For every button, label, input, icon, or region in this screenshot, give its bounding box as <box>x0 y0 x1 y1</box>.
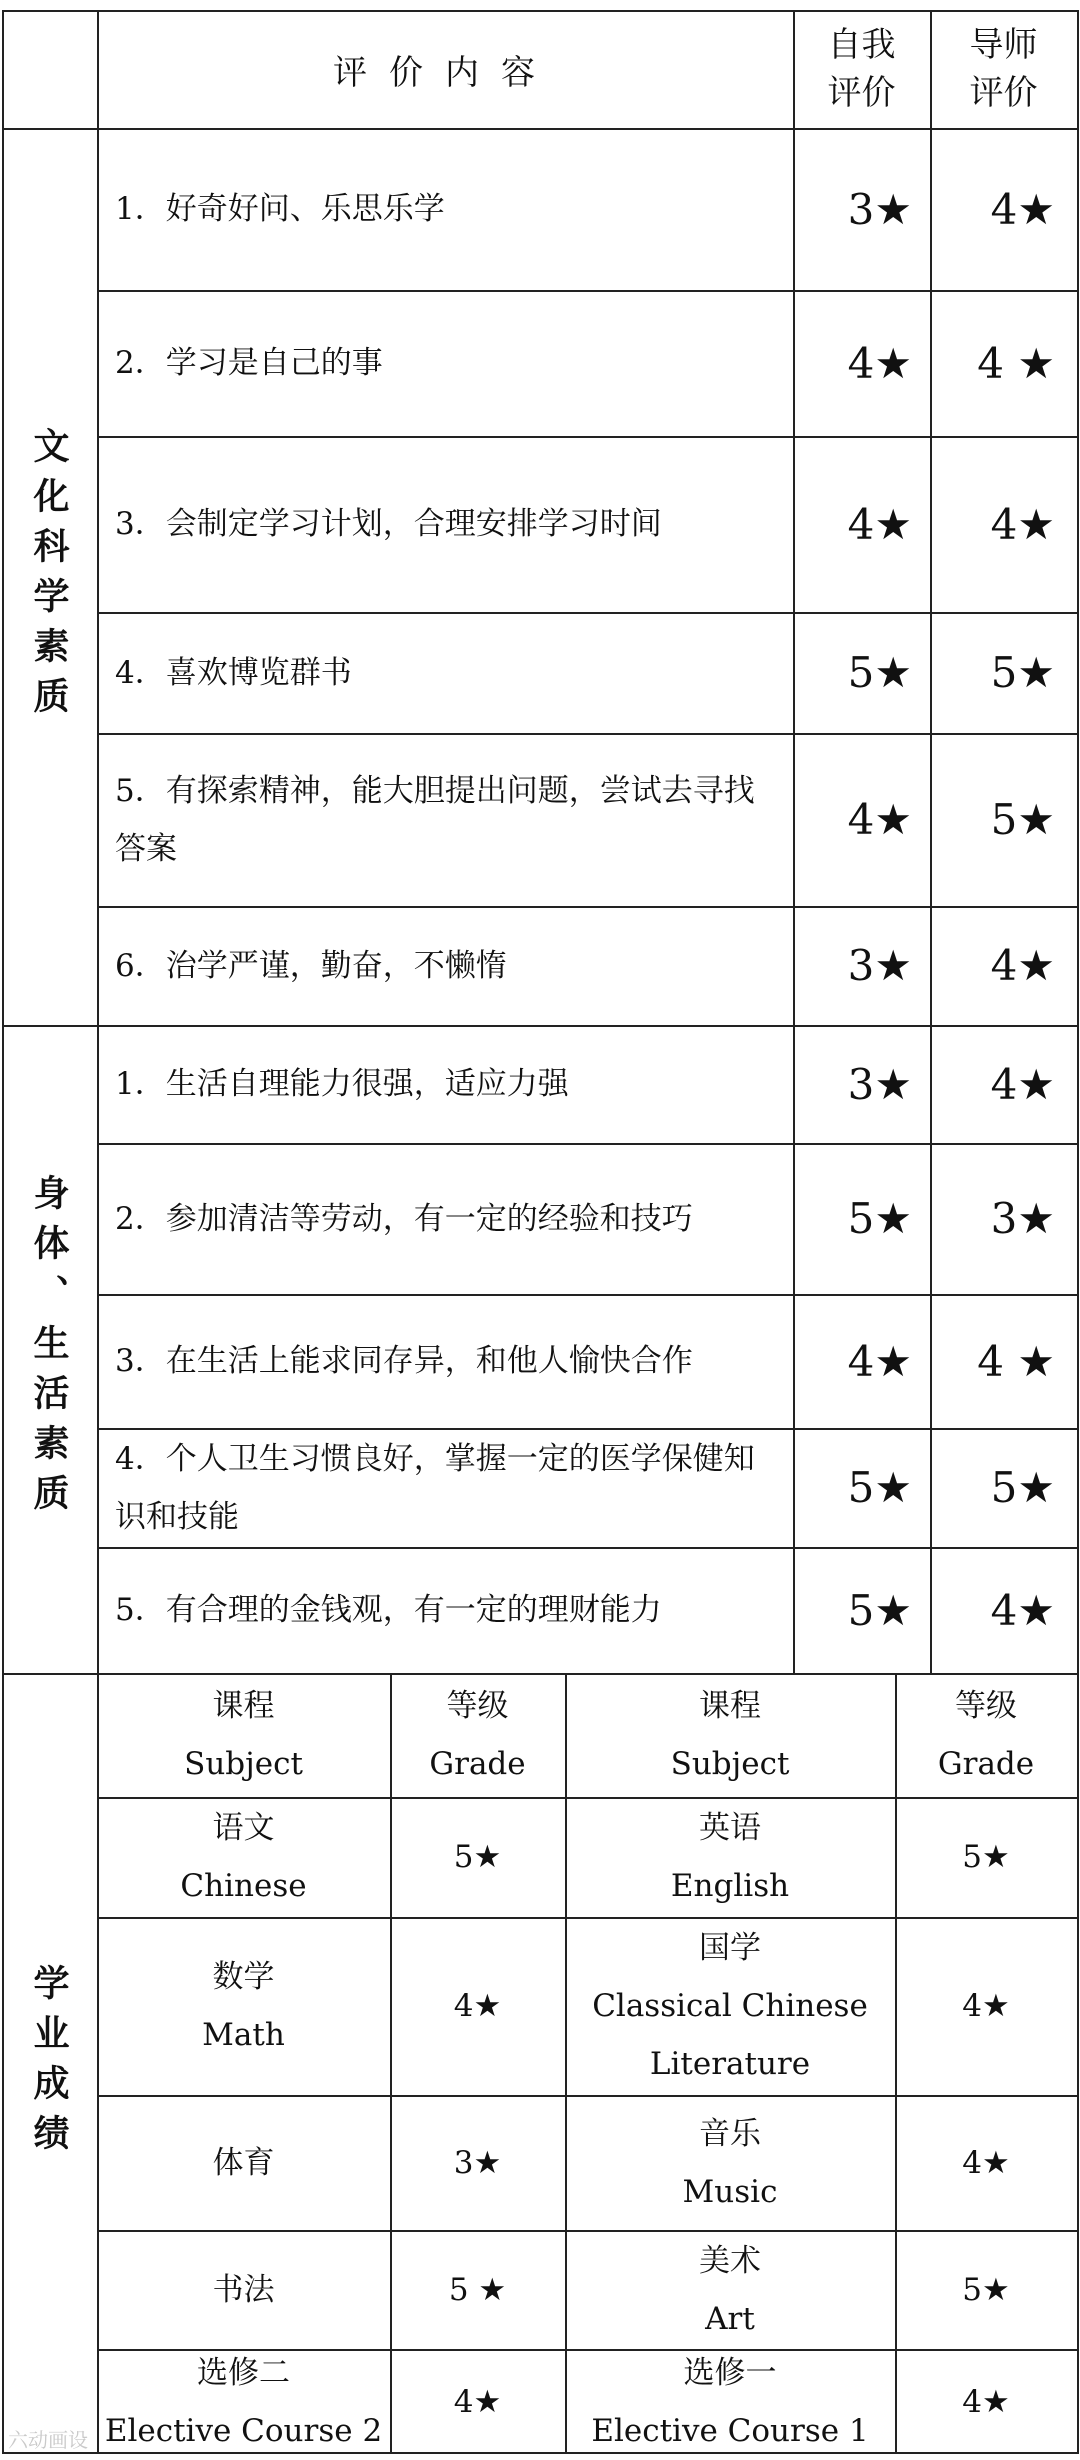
evaluation-item <box>97 906 793 1025</box>
subject-name-cn: 音乐 <box>699 2115 761 2152</box>
grade-cell: 4★ <box>453 1988 502 2024</box>
self-rating: 4★ <box>847 338 912 388</box>
evaluation-item-text: 2．参加清洁等劳动，有一定的经验和技巧 <box>115 1200 693 1237</box>
academic-header-subject-en: Subject <box>670 1746 790 1782</box>
section-title-1: 身体、生活素质 <box>28 1174 70 1524</box>
tutor-rating: 4 ★ <box>977 1336 1055 1386</box>
self-rating: 3★ <box>847 184 912 234</box>
subject-name-en: Elective Course 2 <box>104 2412 383 2449</box>
subject-cell <box>565 2095 895 2230</box>
academic-header-subject <box>565 1673 895 1797</box>
evaluation-item <box>97 436 793 612</box>
header-tutor-line1: 导师 <box>969 25 1038 65</box>
header-tutor-line2: 评价 <box>969 73 1038 113</box>
academic-header-subject-cn: 课程 <box>699 1688 761 1724</box>
evaluation-item-text: 5．有合理的金钱观，有一定的理财能力 <box>115 1592 662 1628</box>
evaluation-item <box>97 290 793 436</box>
subject-name-cn: 书法 <box>212 2271 275 2308</box>
evaluation-item-text: 1．好奇好问、乐思乐学 <box>115 191 445 227</box>
subject-cell <box>97 1797 390 1917</box>
academic-header-grade-cn: 等级 <box>955 1688 1017 1724</box>
academic-header-subject-en: Subject <box>184 1746 303 1782</box>
evaluation-item-text: 3．会制定学习计划，合理安排学习时间 <box>115 506 662 542</box>
tutor-rating: 5★ <box>990 648 1055 697</box>
section-title-0: 文化科学素质 <box>28 426 70 727</box>
evaluation-item <box>97 733 793 906</box>
grade-cell: 4★ <box>962 1988 1010 2024</box>
evaluation-item <box>97 1294 793 1428</box>
evaluation-item <box>97 1428 793 1547</box>
subject-cell <box>565 1797 895 1917</box>
evaluation-item <box>97 1547 793 1673</box>
academic-header-grade-cn: 等级 <box>446 1688 509 1724</box>
header-tutor-evaluation <box>930 10 1077 128</box>
tutor-rating: 4★ <box>990 184 1055 234</box>
evaluation-item-text: 2．学习是自己的事 <box>115 345 383 381</box>
evaluation-item <box>97 612 793 733</box>
tutor-rating: 5★ <box>990 1463 1055 1512</box>
evaluation-item-text: 4．个人卫生习惯良好，掌握一定的医学保健知识和技能 <box>115 1440 755 1535</box>
subject-cell <box>97 2230 390 2349</box>
self-rating: 4★ <box>847 795 912 844</box>
self-rating: 3★ <box>847 1059 912 1109</box>
header-self-line2: 评价 <box>827 73 896 113</box>
header-self-line1: 自我 <box>827 25 896 65</box>
subject-name-cn: 国学 <box>699 1930 761 1966</box>
academic-header-grade <box>895 1673 1077 1797</box>
grade-cell: 5★ <box>962 1839 1010 1875</box>
evaluation-item-text: 4．喜欢博览群书 <box>115 654 352 691</box>
subject-cell <box>97 2095 390 2230</box>
subject-name-cn: 英语 <box>699 1810 761 1846</box>
subject-name-cn: 选修二 <box>197 2354 290 2391</box>
academic-header-grade-en: Grade <box>429 1746 526 1782</box>
grade-cell: 5★ <box>453 1839 502 1875</box>
self-rating: 5★ <box>847 1463 912 1512</box>
subject-name-cn: 美术 <box>699 2242 761 2279</box>
subject-name-en: Classical Chinese <box>592 1988 868 2024</box>
evaluation-item-text: 1．生活自理能力很强，适应力强 <box>115 1066 569 1102</box>
header-self-evaluation <box>793 10 930 128</box>
subject-name-cn: 语文 <box>212 1810 275 1846</box>
subject-name-en: Elective Course 1 <box>591 2412 869 2449</box>
subject-cell <box>97 2349 390 2454</box>
tutor-rating: 4★ <box>990 941 1055 990</box>
watermark: 六动画设 <box>8 2428 88 2452</box>
subject-cell <box>97 1917 390 2095</box>
tutor-rating: 4★ <box>990 499 1055 549</box>
subject-name-en: Art <box>705 2300 755 2337</box>
subject-name-en-line2: Literature <box>649 2046 811 2082</box>
academic-header-grade <box>390 1673 565 1797</box>
self-rating: 5★ <box>847 1585 912 1635</box>
evaluation-item <box>97 128 793 290</box>
subject-name-cn: 数学 <box>212 1959 275 1995</box>
grade-cell: 4★ <box>453 2383 502 2420</box>
evaluation-item-text: 6．治学严谨，勤奋，不懒惰 <box>115 947 507 984</box>
academic-title: 学业成绩 <box>28 1963 70 2164</box>
subject-name-en: Music <box>682 2173 778 2210</box>
academic-header-subject-cn: 课程 <box>212 1688 275 1724</box>
grade-cell: 3★ <box>453 2144 502 2181</box>
tutor-rating: 3★ <box>990 1194 1055 1243</box>
subject-name-en: English <box>670 1868 790 1904</box>
subject-name-en: Math <box>202 2017 285 2053</box>
grid-line <box>1077 10 1079 2454</box>
grade-cell: 5★ <box>962 2271 1010 2308</box>
evaluation-item-text: 5．有探索精神，能大胆提出问题，尝试去寻找答案 <box>115 772 755 867</box>
self-rating: 5★ <box>847 1194 912 1243</box>
grade-cell: 4★ <box>962 2383 1010 2420</box>
tutor-rating: 4★ <box>990 1059 1055 1109</box>
evaluation-item-text: 3．在生活上能求同存异，和他人愉快合作 <box>115 1343 693 1379</box>
subject-name-cn: 体育 <box>212 2144 275 2181</box>
subject-cell <box>565 1917 895 2095</box>
tutor-rating: 4 ★ <box>977 338 1055 388</box>
evaluation-item <box>97 1143 793 1294</box>
subject-name-en: Chinese <box>180 1868 307 1904</box>
subject-cell <box>565 2349 895 2454</box>
header-evaluation-content: 评价内容 <box>333 52 557 93</box>
grade-cell: 4★ <box>962 2144 1010 2181</box>
academic-header-subject <box>97 1673 390 1797</box>
tutor-rating: 4★ <box>990 1585 1055 1635</box>
self-rating: 3★ <box>847 941 912 990</box>
evaluation-item <box>97 1025 793 1143</box>
academic-header-grade-en: Grade <box>937 1746 1035 1782</box>
subject-name-cn: 选修一 <box>683 2354 777 2391</box>
tutor-rating: 5★ <box>990 795 1055 844</box>
grade-cell: 5 ★ <box>448 2271 507 2308</box>
self-rating: 4★ <box>847 499 912 549</box>
subject-cell <box>565 2230 895 2349</box>
self-rating: 5★ <box>847 648 912 697</box>
self-rating: 4★ <box>847 1336 912 1386</box>
